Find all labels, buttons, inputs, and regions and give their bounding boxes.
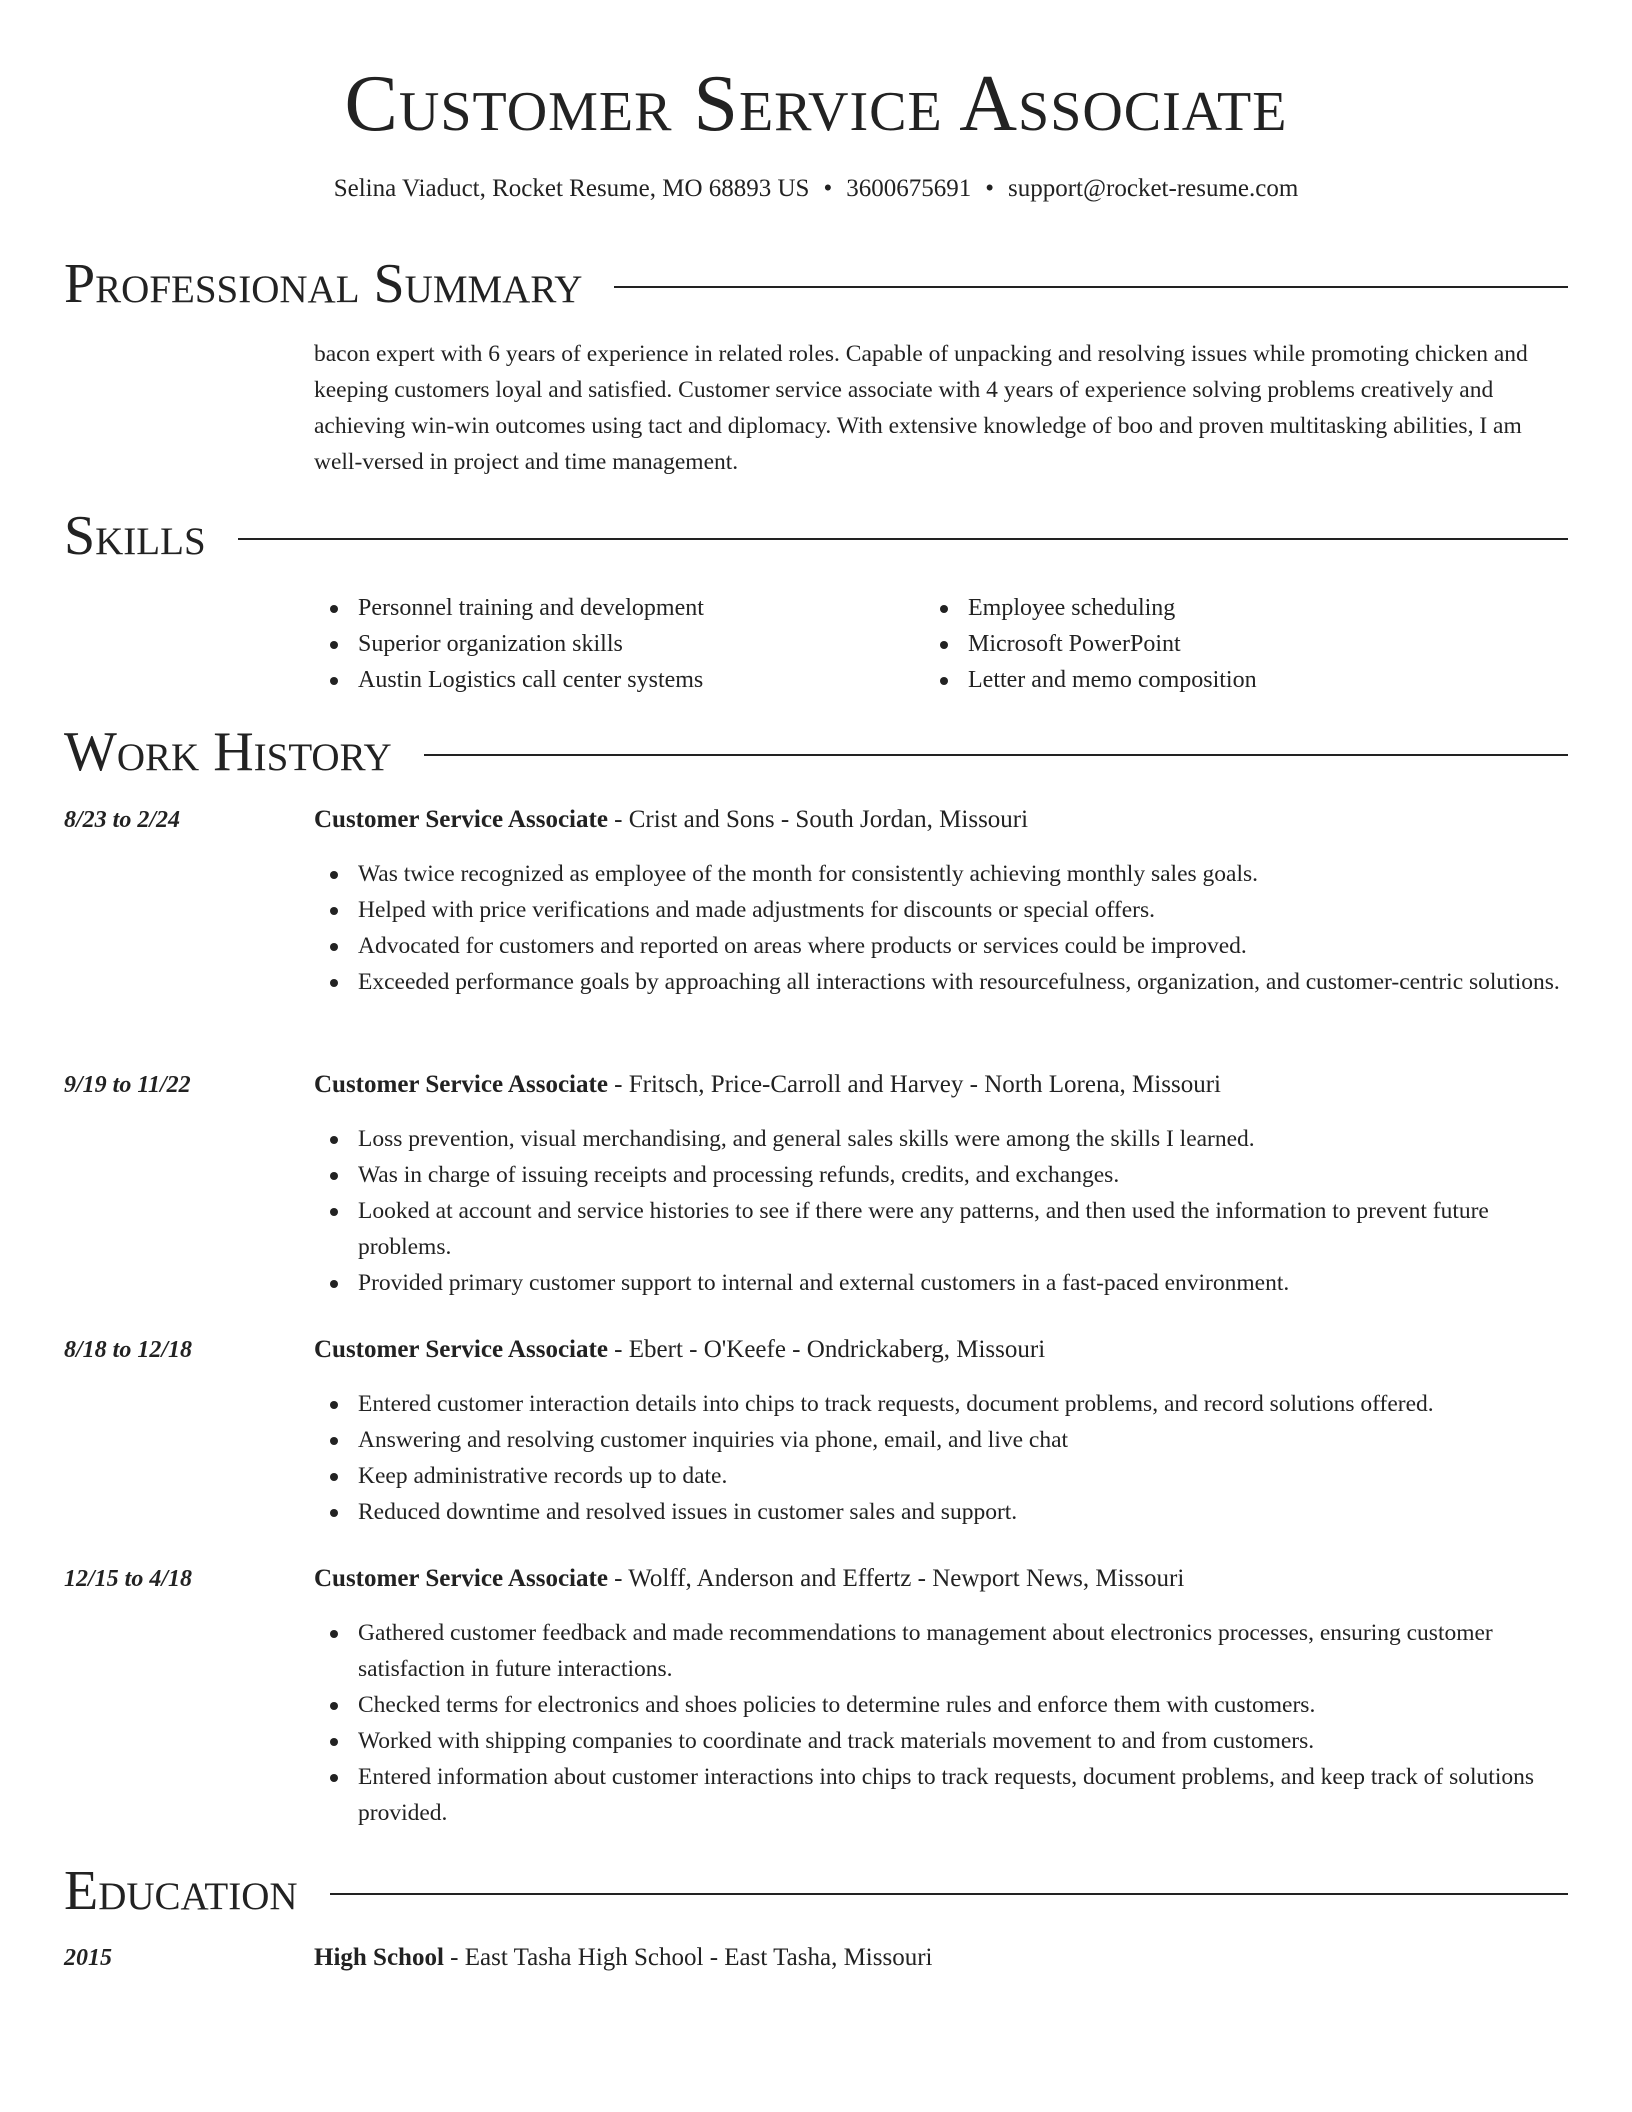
job-bullet: Loss prevention, visual merchandising, and general sales skills were among the skills I learned. <box>314 1121 1568 1157</box>
job-bullet: Was twice recognized as employee of the month for consistently achieving monthly sales goals. <box>314 856 1568 892</box>
job-title: Customer Service Associate <box>314 806 608 833</box>
skill-item: Superior organization skills <box>314 626 704 662</box>
contact-email: support@rocket-resume.com <box>1008 175 1299 202</box>
contact-separator: • <box>823 175 833 202</box>
section-title-work-history: Work History <box>64 721 392 783</box>
education-school: - East Tasha High School - East Tasha, Missouri <box>443 1944 933 1971</box>
resume-page <box>64 0 1568 2112</box>
job-bullets <box>314 856 1568 1000</box>
summary-text: bacon expert with 6 years of experience in related roles. Capable of unpacking and resolving issues while promoting chicken and keeping customers loyal and satisfied. Customer service associate with 4 years of experience solving problems creatively and achieving win-win outcomes using tact and diplomacy. With extensive knowledge of boo and proven multitasking abilities, I am well-versed in project and time management. <box>314 341 1528 475</box>
job-bullets <box>314 1121 1568 1301</box>
section-work-history <box>64 720 1568 784</box>
skill-item: Letter and memo composition <box>924 662 1257 698</box>
job-bullet: Answering and resolving customer inquiries via phone, email, and live chat <box>314 1422 1568 1458</box>
education-degree: High School <box>314 1944 444 1971</box>
job-bullet: Advocated for customers and reported on areas where products or services could be improved. <box>314 928 1568 964</box>
job-employer: - Fritsch, Price-Carroll and Harvey - North Lorena, Missouri <box>607 1071 1221 1098</box>
contact-separator: • <box>985 175 994 202</box>
job-employer: - Wolff, Anderson and Effertz - Newport News, Missouri <box>607 1565 1185 1592</box>
skill-item: Austin Logistics call center systems <box>314 662 704 698</box>
skills-list-left <box>314 590 704 698</box>
section-summary <box>64 252 1568 316</box>
job-bullet: Gathered customer feedback and made recommendations to management about electronics processes, ensuring customer satisfaction in future interactions. <box>314 1615 1568 1687</box>
job-bullet: Entered customer interaction details into chips to track requests, document problems, and record solutions offered. <box>314 1386 1568 1422</box>
job-bullet: Keep administrative records up to date. <box>314 1458 1568 1494</box>
contact-address: Selina Viaduct, Rocket Resume, MO 68893 US <box>333 175 810 202</box>
section-title-education: Education <box>64 1860 298 1922</box>
section-title-summary: Professional Summary <box>64 253 583 315</box>
job-bullet: Helped with price verifications and made adjustments for discounts or special offers. <box>314 892 1568 928</box>
skill-item: Microsoft PowerPoint <box>924 626 1257 662</box>
job-heading <box>314 1067 1221 1103</box>
education-heading <box>314 1940 932 1976</box>
section-education <box>64 1859 1568 1923</box>
skill-item: Employee scheduling <box>924 590 1257 626</box>
contact-line <box>64 172 1568 206</box>
job-bullet: Worked with shipping companies to coordinate and track materials movement to and from customers. <box>314 1723 1568 1759</box>
job-date: 8/23 to 2/24 <box>64 807 181 833</box>
job-employer: - Ebert - O'Keefe - Ondrickaberg, Missouri <box>607 1336 1046 1363</box>
section-skills <box>64 504 1568 568</box>
job-bullet: Reduced downtime and resolved issues in customer sales and support. <box>314 1494 1568 1530</box>
education-date: 2015 <box>64 1945 112 1971</box>
skill-item: Personnel training and development <box>314 590 704 626</box>
job-date: 12/15 to 4/18 <box>64 1566 193 1592</box>
section-divider <box>424 754 1568 756</box>
job-heading <box>314 802 1028 838</box>
section-divider <box>330 1893 1568 1895</box>
section-divider <box>614 286 1568 288</box>
job-bullet: Looked at account and service histories to see if there were any patterns, and then used the information to prevent future problems. <box>314 1193 1568 1265</box>
job-heading <box>314 1332 1045 1368</box>
job-employer: - Crist and Sons - South Jordan, Missouri <box>607 806 1029 833</box>
job-bullets <box>314 1386 1568 1530</box>
job-bullet: Exceeded performance goals by approaching all interactions with resourcefulness, organization, and customer-centric solutions. <box>314 964 1568 1000</box>
job-bullet: Provided primary customer support to internal and external customers in a fast-paced environment. <box>314 1265 1568 1301</box>
job-date: 8/18 to 12/18 <box>64 1337 193 1363</box>
contact-phone: 3600675691 <box>846 175 972 202</box>
section-title-skills: Skills <box>64 505 206 567</box>
job-heading <box>314 1561 1184 1597</box>
job-title: Customer Service Associate <box>314 1565 608 1592</box>
job-bullets <box>314 1615 1568 1831</box>
job-bullet: Checked terms for electronics and shoes policies to determine rules and enforce them with customers. <box>314 1687 1568 1723</box>
resume-name: Customer Service Associate <box>344 60 1288 148</box>
job-title: Customer Service Associate <box>314 1071 608 1098</box>
section-divider <box>238 538 1568 540</box>
job-bullet: Entered information about customer interactions into chips to track requests, document problems, and keep track of solutions provided. <box>314 1759 1568 1831</box>
job-title: Customer Service Associate <box>314 1336 608 1363</box>
job-bullet: Was in charge of issuing receipts and processing refunds, credits, and exchanges. <box>314 1157 1568 1193</box>
skills-list-right <box>924 590 1257 698</box>
job-date: 9/19 to 11/22 <box>64 1072 191 1098</box>
